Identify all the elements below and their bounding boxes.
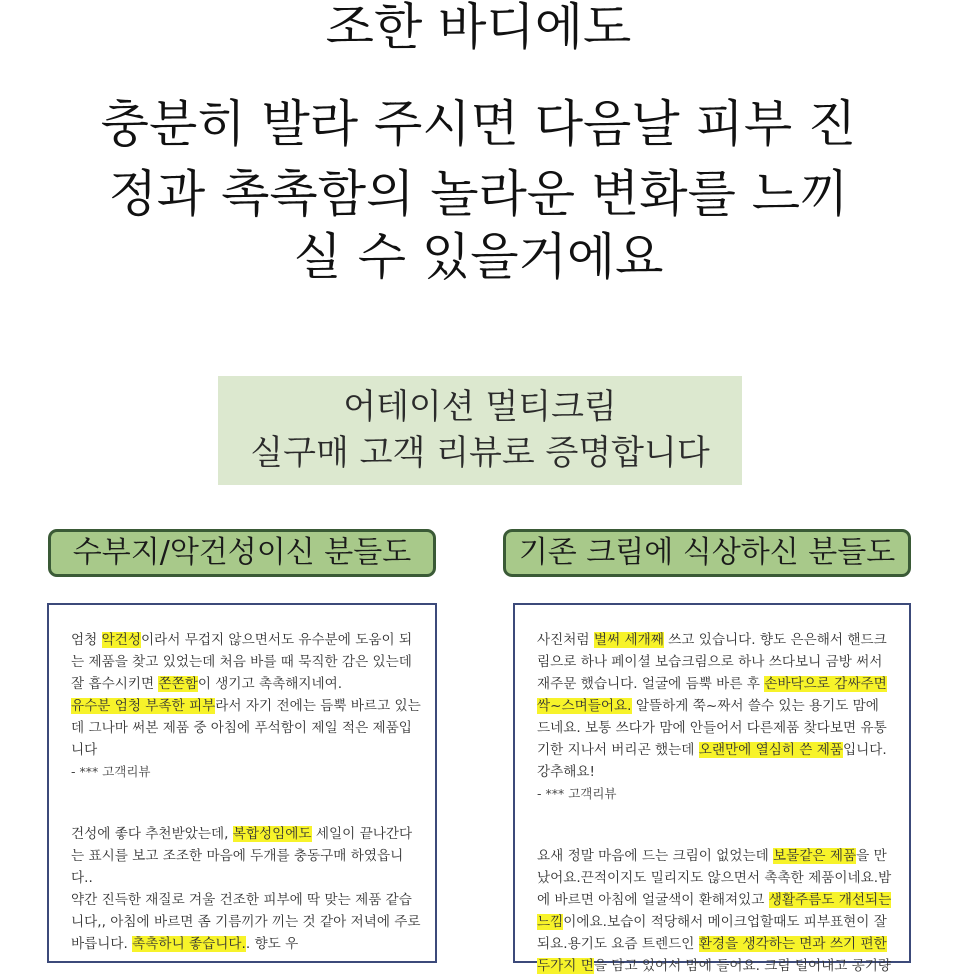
review-segment: 이 생기고 촉촉해지네여. — [197, 676, 343, 692]
review-segment: 엄청 — [71, 632, 102, 648]
highlighted-phrase: 촉촉하니 좋습니다. — [132, 936, 246, 952]
review-segment: 사진처럼 — [537, 632, 594, 648]
highlighted-phrase: 보물같은 제품 — [773, 848, 857, 864]
review-segment: 건성에 좋다 추천받았는데, — [71, 826, 233, 842]
review-author: - *** 고객리뷰 — [71, 764, 151, 779]
review-text — [537, 629, 895, 805]
review-segment: 이에요.보습이 적당해서 메이크업할때도 피부표현이 잘되요.용기도 요즘 트렌드인 — [537, 914, 887, 952]
highlighted-phrase: 복합성임에도 — [232, 826, 312, 842]
hero-line: 조한 바디에도 — [325, 0, 632, 56]
review-list — [515, 605, 909, 977]
banner-subtitle: 실구매 고객 리뷰로 증명합니다 — [250, 433, 710, 473]
review-card-right — [513, 603, 911, 974]
highlighted-phrase: 벌써 세개째 — [593, 632, 664, 648]
review-segment: 을 만났어요.끈적이지도 밀리지도 않으면서 촉촉한 제품이네요.밤에 바르면 아침에 얼굴색이 환해져있고 — [537, 848, 892, 908]
hero-line: 정과 촉촉함의 놀라운 변화를 느끼 — [108, 165, 849, 223]
review-segment: 쓰고 있습니다. 향도 은은해서 핸드크림으로 하나 페이셜 보습크림으로 하나 쓰다보니 금방 써서 재주문 했습니다. 얼굴에 듬뿍 바른 후 — [537, 632, 887, 692]
banner-title: 어테이션 멀티크림 — [343, 387, 617, 427]
review-segment: 입니다. 강추해요! — [537, 742, 887, 780]
review-segment: 세일이 끝나간다는 표시를 보고 조조한 마음에 두개를 충동구매 하였읍니다.. — [71, 826, 413, 886]
review-banner — [218, 376, 742, 485]
highlighted-phrase: 악건성 — [101, 632, 141, 648]
review-segment: 이라서 무겁지 않으면서도 유수분에 도움이 되는 제품을 찾고 있었는데 처음 바를 때 묵직한 감은 있는데 잘 흡수시키면 — [71, 632, 413, 692]
highlighted-phrase: 환경을 생각하는 면과 쓰기 편한 두가지 면 — [537, 936, 887, 974]
review-text — [71, 823, 421, 955]
highlighted-phrase: 유수분 엄청 부족한 피부 — [71, 698, 216, 714]
review-text — [537, 845, 895, 977]
review-segment: 요새 정말 마음에 드는 크림이 없었는데 — [537, 848, 774, 864]
review-list — [49, 605, 435, 955]
review-card-left — [47, 603, 437, 963]
review-segment: 약간 진득한 재질로 겨울 건조한 피부에 딱 맞는 제품 같습니다,, 아침에 바르면 좀 기름끼가 끼는 것 같아 저녁에 주로 바릅니다. — [71, 892, 421, 952]
section-pill-dry-skin: 수부지/악건성이신 분들도 — [48, 529, 436, 577]
review-author: - *** 고객리뷰 — [537, 786, 617, 801]
review-text — [71, 629, 421, 783]
hero-line: 실 수 있을거에요 — [293, 228, 664, 286]
highlighted-phrase: 생활주름도 개선되는 느낌 — [537, 892, 892, 930]
review-segment: . 향도 우 — [245, 936, 299, 952]
review-segment: 알뜰하게 쭉~짜서 쓸수 있는 용기도 맘에 드네요. 보통 쓰다가 맘에 안들어서 다른제품 찾다보면 유통기한 지나서 버리곤 했는데 — [537, 698, 887, 758]
review-segment: 을 담고 있어서 맘에 들어요. 크림 덜어내고 공기량 — [593, 958, 892, 974]
highlighted-phrase: 쫀쫀함 — [158, 676, 198, 692]
highlighted-phrase: 오랜만에 열심히 쓴 제품 — [698, 742, 844, 758]
highlighted-phrase: 손바닥으로 감싸주면 싹~스며들어요. — [537, 676, 887, 714]
hero-line: 충분히 발라 주시면 다음날 피부 진 — [100, 95, 857, 153]
review-segment: 라서 자기 전에는 듬뿍 바르고 있는데 그나마 써본 제품 중 아침에 푸석함이 제일 적은 제품입니다 — [71, 698, 421, 758]
section-pill-bored-cream: 기존 크림에 식상하신 분들도 — [503, 529, 911, 577]
